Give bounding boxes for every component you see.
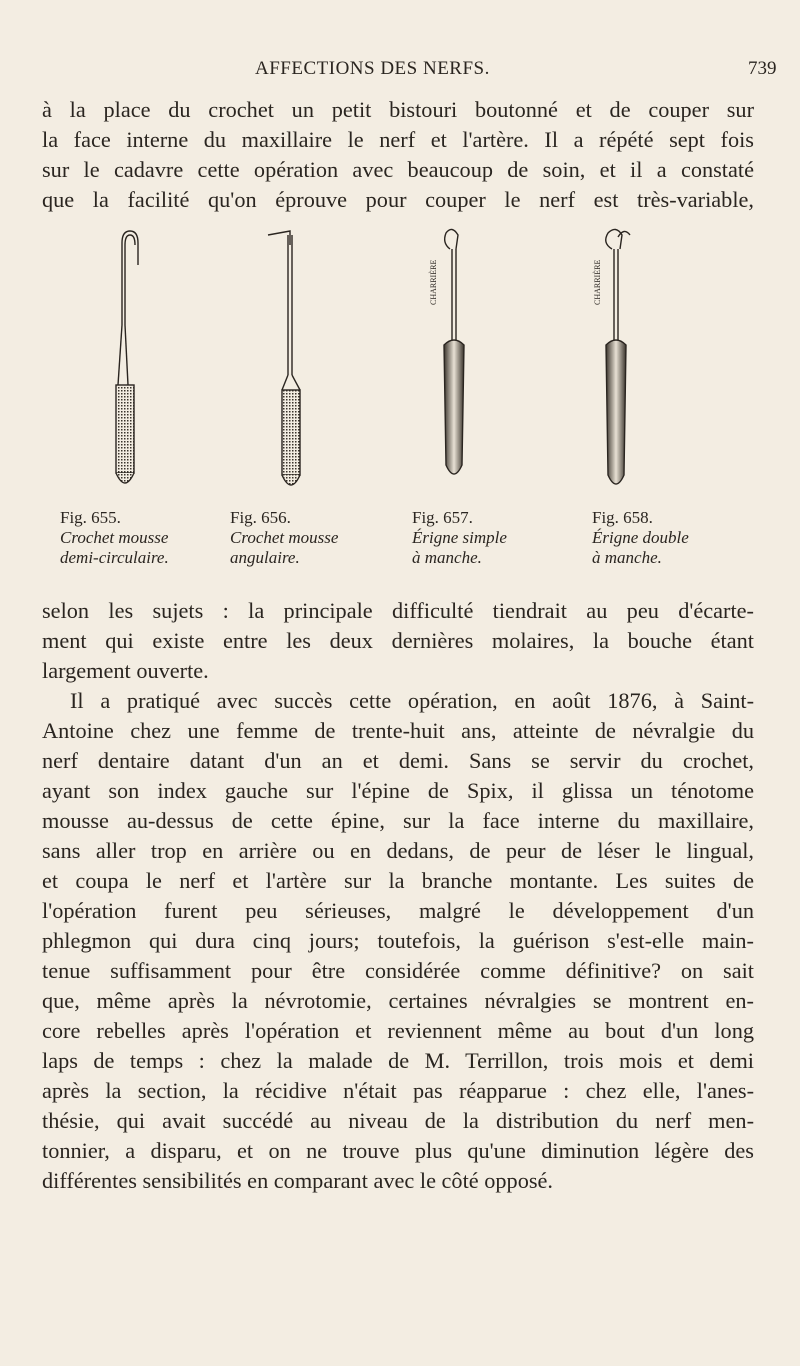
text-line: et coupa le nerf et l'artère sur la branche montante. Les suites de <box>42 868 754 893</box>
instrument-illustration <box>100 225 700 505</box>
text-line: largement ouverte. <box>42 658 209 683</box>
erigne-simple-a-manche <box>428 229 464 474</box>
text-line: ayant son index gauche sur l'épine de Spix, il glissa un ténotome <box>42 778 754 803</box>
text-line: ment qui existe entre les deux dernières molaires, la bouche étant <box>42 628 754 653</box>
figure-description: à manche. <box>412 548 482 567</box>
text-line: sur le cadavre cette opération avec beaucoup de soin, et il a constaté <box>42 157 754 182</box>
paragraph-top <box>42 95 754 215</box>
text-line: l'opération furent peu sérieuses, malgré le développement d'un <box>42 898 754 923</box>
figure-number: Fig. 656. <box>230 508 291 527</box>
figure-description: Crochet mousse <box>60 528 169 547</box>
text-line: la face interne du maxillaire le nerf et l'artère. Il a répété sept fois <box>42 127 754 152</box>
svg-text:CHARRIÈRE: CHARRIÈRE <box>593 259 602 305</box>
figure-captions <box>30 508 770 568</box>
text-line: tenue suffisamment pour être considérée comme définitive? on sait <box>42 958 754 983</box>
text-line: à la place du crochet un petit bistouri boutonné et de couper sur <box>42 97 754 122</box>
figure-caption <box>412 508 507 568</box>
figure-description: à manche. <box>592 548 662 567</box>
text-line: Antoine chez une femme de trente-huit ans, atteinte de névralgie du <box>42 718 754 743</box>
text-line: mousse au-dessus de cette épine, sur la face interne du maxillaire, <box>42 808 754 833</box>
text-line: après la section, la récidive n'était pas réapparue : chez elle, l'anes- <box>42 1078 754 1103</box>
figure-description: Crochet mousse <box>230 528 339 547</box>
figure-description: angulaire. <box>230 548 300 567</box>
text-line: selon les sujets : la principale difficulté tiendrait au peu d'écarte- <box>42 598 754 623</box>
text-line: phlegmon qui dura cinq jours; toutefois, la guérison s'est-elle main- <box>42 928 754 953</box>
page-number: 739 <box>748 58 777 79</box>
figure-caption <box>592 508 689 568</box>
erigne-double-a-manche <box>592 229 630 484</box>
text-line: laps de temps : chez la malade de M. Terrillon, trois mois et demi <box>42 1048 754 1073</box>
running-title: AFFECTIONS DES NERFS. <box>255 58 490 79</box>
figure-number: Fig. 655. <box>60 508 121 527</box>
figure-description: Érigne double <box>592 528 689 547</box>
running-header <box>0 58 800 88</box>
text-line: différentes sensibilités en comparant avec le côté opposé. <box>42 1168 553 1193</box>
figure-number: Fig. 658. <box>592 508 653 527</box>
figure-caption <box>230 508 338 568</box>
figure-caption <box>60 508 169 568</box>
paragraph-bottom <box>42 596 754 1196</box>
text-line: thésie, qui avait succédé au niveau de la distribution du nerf men- <box>42 1108 754 1133</box>
text-line: Il a pratiqué avec succès cette opération, en août 1876, à Saint- <box>70 688 754 713</box>
text-line: nerf dentaire datant d'un an et demi. Sans se servir du crochet, <box>42 748 754 773</box>
instrument-figures <box>100 225 700 505</box>
figure-description: demi-circulaire. <box>60 548 169 567</box>
crochet-mousse-angulaire <box>268 231 300 485</box>
text-line: sans aller trop en arrière ou en dedans, de peur de léser le lingual, <box>42 838 754 863</box>
text-line: tonnier, a disparu, et on ne trouve plus qu'une diminution légère des <box>42 1138 754 1163</box>
crochet-mousse-demi-circulaire <box>116 231 138 483</box>
figure-number: Fig. 657. <box>412 508 473 527</box>
svg-text:CHARRIÈRE: CHARRIÈRE <box>429 259 438 305</box>
text-line: que la facilité qu'on éprouve pour couper le nerf est très-variable, <box>42 187 754 212</box>
text-line: core rebelles après l'opération et reviennent même au bout d'un long <box>42 1018 754 1043</box>
text-line: que, même après la névrotomie, certaines névralgies se montrent en- <box>42 988 754 1013</box>
figure-description: Érigne simple <box>412 528 507 547</box>
